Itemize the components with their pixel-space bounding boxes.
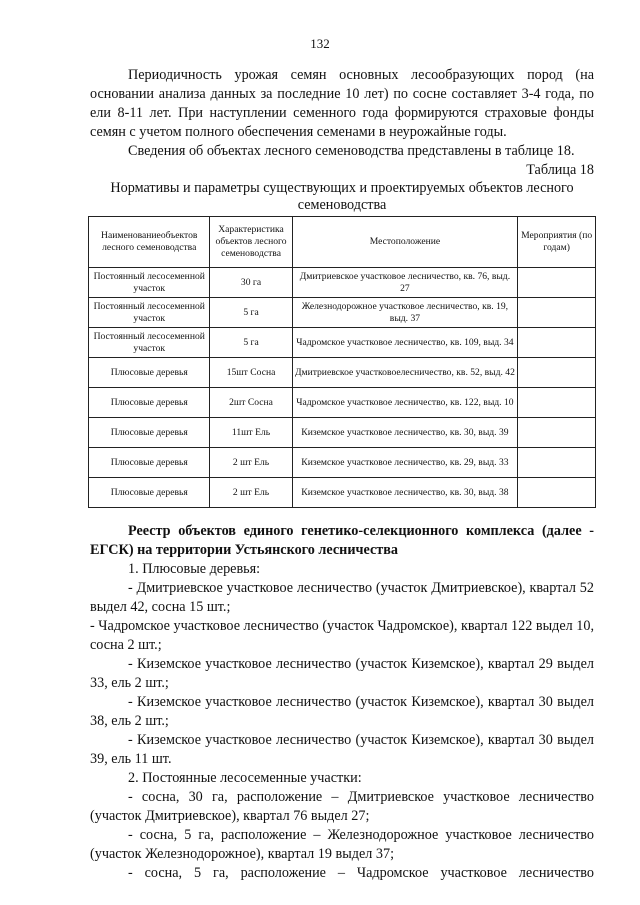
table-row (89, 448, 596, 478)
list-item: - сосна, 5 га, расположение – Железнодорожное участковое лесничество (участок Железнодорожное), квартал 19 выдел 37; (90, 827, 594, 862)
cell-characteristic: 2шт Сосна (210, 388, 292, 418)
cell-name: Плюсовые деревья (89, 388, 210, 418)
header-characteristic: Характеристика объектов лесного семеноводства (210, 217, 292, 268)
cell-measures (518, 298, 596, 328)
cell-name: Постоянный лесосеменной участок (89, 298, 210, 328)
cell-characteristic: 5 га (210, 328, 292, 358)
list-item: - Киземское участковое лесничество (участок Киземское), квартал 30 выдел 39, ель 11 шт. (90, 732, 594, 767)
table-row (89, 298, 596, 328)
cell-location: Железнодорожное участковое лесничество, кв. 19, выд. 37 (292, 298, 518, 328)
table-header-row (89, 217, 596, 268)
page-number: 132 (310, 36, 330, 51)
table-row (89, 418, 596, 448)
table-title: Нормативы и параметры существующих и проектируемых объектов лесного семеноводства (110, 180, 574, 213)
table-row (89, 268, 596, 298)
section-heading-plus-trees: 1. Плюсовые деревья: (128, 561, 261, 577)
table-row (89, 358, 596, 388)
cell-name: Постоянный лесосеменной участок (89, 268, 210, 298)
list-item: - Киземское участковое лесничество (участок Киземское), квартал 29 выдел 33, ель 2 шт.; (90, 656, 594, 691)
cell-name: Плюсовые деревья (89, 448, 210, 478)
table-row (89, 478, 596, 508)
cell-location: Чадромское участковое лесничество, кв. 122, выд. 10 (292, 388, 518, 418)
cell-location: Чадромское участковое лесничество, кв. 109, выд. 34 (292, 328, 518, 358)
cell-measures (518, 448, 596, 478)
list-item: - Дмитриевское участковое лесничество (участок Дмитриевское), квартал 52 выдел 42, сосна 15 шт.; (90, 580, 594, 615)
cell-name: Постоянный лесосеменной участок (89, 328, 210, 358)
cell-measures (518, 478, 596, 508)
cell-characteristic: 5 га (210, 298, 292, 328)
cell-characteristic: 2 шт Ель (210, 448, 292, 478)
cell-measures (518, 388, 596, 418)
seed-objects-table (88, 216, 596, 508)
cell-name: Плюсовые деревья (89, 418, 210, 448)
cell-measures (518, 328, 596, 358)
list-item: - сосна, 30 га, расположение – Дмитриевское участковое лесничество (участок Дмитриевское), квартал 76 выдел 27; (90, 789, 594, 824)
cell-location: Дмитриевское участковоелесничество, кв. 52, выд. 42 (292, 358, 518, 388)
page-content (90, 66, 594, 883)
cell-location: Киземское участковое лесничество, кв. 30, выд. 38 (292, 478, 518, 508)
cell-measures (518, 358, 596, 388)
cell-location: Дмитриевское участковое лесничество, кв. 76, выд. 27 (292, 268, 518, 298)
cell-characteristic: 30 га (210, 268, 292, 298)
cell-characteristic: 15шт Сосна (210, 358, 292, 388)
cell-name: Плюсовые деревья (89, 478, 210, 508)
cell-location: Киземское участковое лесничество, кв. 29, выд. 33 (292, 448, 518, 478)
table-row (89, 388, 596, 418)
list-item: - Киземское участковое лесничество (участок Киземское), квартал 30 выдел 38, ель 2 шт.; (90, 694, 594, 729)
table-caption: Таблица 18 (526, 162, 594, 178)
cell-name: Плюсовые деревья (89, 358, 210, 388)
cell-location: Киземское участковое лесничество, кв. 30, выд. 39 (292, 418, 518, 448)
header-name: Наименованиеобъектов лесного семеноводства (89, 217, 210, 268)
cell-characteristic: 2 шт Ель (210, 478, 292, 508)
table-row (89, 328, 596, 358)
intro-paragraph: Периодичность урожая семян основных лесообразующих пород (на основании анализа данных за последние 10 лет) по сосне составляет 3-4 года, по ели 8-11 лет. При наступлении семенного года формируются страховые фонды семян с учетом полного обеспечения семенами в неурожайные годы. (90, 67, 594, 140)
cell-measures (518, 418, 596, 448)
header-measures: Мероприятия (по годам) (518, 217, 596, 268)
section-heading-seed-plots: 2. Постоянные лесосеменные участки: (128, 770, 362, 786)
list-item: - сосна, 5 га, расположение – Чадромское участковое лесничество (128, 865, 594, 881)
cell-characteristic: 11шт Ель (210, 418, 292, 448)
cell-measures (518, 268, 596, 298)
intro-paragraph: Сведения об объектах лесного семеноводства представлены в таблице 18. (128, 143, 575, 159)
header-location: Местоположение (292, 217, 518, 268)
list-item: - Чадромское участковое лесничество (участок Чадромское), квартал 122 выдел 10, сосна 2 шт.; (90, 618, 594, 653)
registry-title: Реестр объектов единого генетико-селекционного комплекса (далее - ЕГСК) на территории Устьянского лесничества (90, 523, 594, 558)
